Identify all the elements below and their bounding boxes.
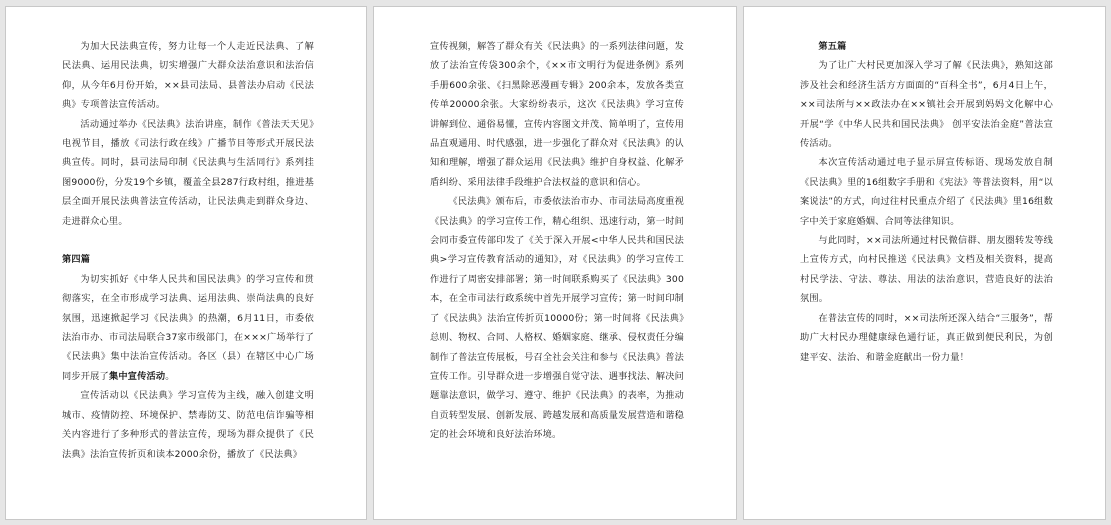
paragraph: 为加大民法典宣传，努力让每一个人走近民法典、了解民法典、运用民法典，切实增强广大群众法治意识和法治信仰，从今年6月份开始，××县司法局、县普法办启动《民法典》专项普法宣传活动。 [62, 41, 314, 111]
paragraph: 在普法宣传的同时，××司法所还深入结合“三服务”，帮助广大村民办理健康绿色通行证，真正做到便民利民，为创建平安、法治、和谐金庭献出一份力量！ [800, 312, 1053, 363]
paragraph: 宣传视频，解答了群众有关《民法典》的一系列法律问题，发放了法治宣传袋300余个，《××市文明行为促进条例》系列手册600余张、《扫黑除恶漫画专辑》200余本，发放各类宣传单20000余张。大家纷纷表示，这次《民法典》学习宣传讲解到位、通俗易懂，宣传内容图文并茂、简单明了，宣传用品直观通用、时代感强，进一步强化了群众对《民法典》的认知和理解，增强了群众运用《民法典》维护自身权益、化解矛盾纠纷、采用法律手段维护合法权益的意识和信心。 [430, 41, 684, 188]
document-page-3 [743, 6, 1106, 520]
document-page-1 [5, 6, 367, 520]
paragraph: 与此同时，××司法所通过村民微信群、朋友圈转发等线上宣传方式，向村民推送《民法典》文档及相关资料，提高村民学法、守法、尊法、用法的法治意识，营造良好的法治氛围。 [800, 235, 1053, 305]
bold-phrase: 集中宣传活动 [108, 370, 166, 382]
paragraph: 宣传活动以《民法典》学习宣传为主线，融入创建文明城市、疫情防控、环境保护、禁毒防艾、防范电信诈骗等相关内容进行了多种形式的普法宣传，现场为群众提供了《民法典》法治宣传折页和读本2000余份，播放了《民法典》 [62, 390, 314, 460]
page-content [430, 37, 684, 445]
paragraph: 活动通过举办《民法典》法治讲座，制作《普法天天见》电视节目，播放《司法行政在线》广播节目等形式开展民法典宣传。同时，县司法局印制《民法典与生活同行》系列挂图9000份，分发19个乡镇，覆盖全县287行政村组，推进基层全面开展民法典普法宣传活动，让民法典走到群众身边、走进群众心里。 [62, 118, 314, 227]
paragraph: 为了让广大村民更加深入学习了解《民法典》，熟知这部涉及社会和经济生活方方面面的“百科全书”，6月4日上午，××司法所与××政法办在××镇社会开展到妈妈文化解中心开展“学《中华人民共和国民法典》 创平安法治金庭”普法宣传活动。 [800, 60, 1053, 150]
paragraph-text: 为切实抓好《中华人民共和国民法典》的学习宣传和贯彻落实，在全市形成学习法典、运用法典、崇尚法典的良好氛围，迅速掀起学习《民法典》的热潮，6月11日，市委依法治市办、市司法局联合37家市级部门，在×××广场举行了《民法典》集中法治宣传活动。各区（县）在辖区中心广场同步开展了 [62, 273, 314, 382]
page-content [800, 37, 1053, 367]
section-heading: 第四篇 [62, 254, 91, 266]
page-content [62, 37, 314, 464]
section-heading: 第五篇 [818, 41, 847, 52]
paragraph: 本次宣传活动通过电子显示屏宣传标语、现场发放自制《民法典》里的16组数字手册和《宪法》等普法资料，用“以案说法”的方式，向过往村民重点介绍了《民法典》里16组数字中关于家庭婚姻、合同等法律知识。 [800, 157, 1053, 227]
paragraph [62, 270, 314, 386]
paragraph: 《民法典》颁布后，市委依法治市办、市司法局高度重视《民法典》的学习宣传工作，精心组织、迅速行动，第一时间会同市委宣传部印发了《关于深入开展<中华人民共和国民法典>学习宣传教育活动的通知》，对《民法典》的学习宣传工作进行了周密安排部署；第一时间联系购买了《民法典》300本，在全市司法行政系统中首先开展学习宣传；第一时间印制了《民法典》法治宣传折页10000份；第一时间将《民法典》总则、物权、合同、人格权、婚姻家庭、继承、侵权责任分编制作了普法宣传展板，号召全社会关注和参与《民法典》普法宣传工作。引导群众进一步增强自觉守法、遇事找法、解决问题靠法意识，做学习、遵守、维护《民法典》的表率，为推动自贡转型发展、创新发展、跨越发展和高质量发展营造和谐稳定的社会环境和良好法治环境。 [430, 196, 684, 441]
paragraph-tail: 。 [165, 370, 175, 382]
document-page-2 [373, 6, 737, 520]
